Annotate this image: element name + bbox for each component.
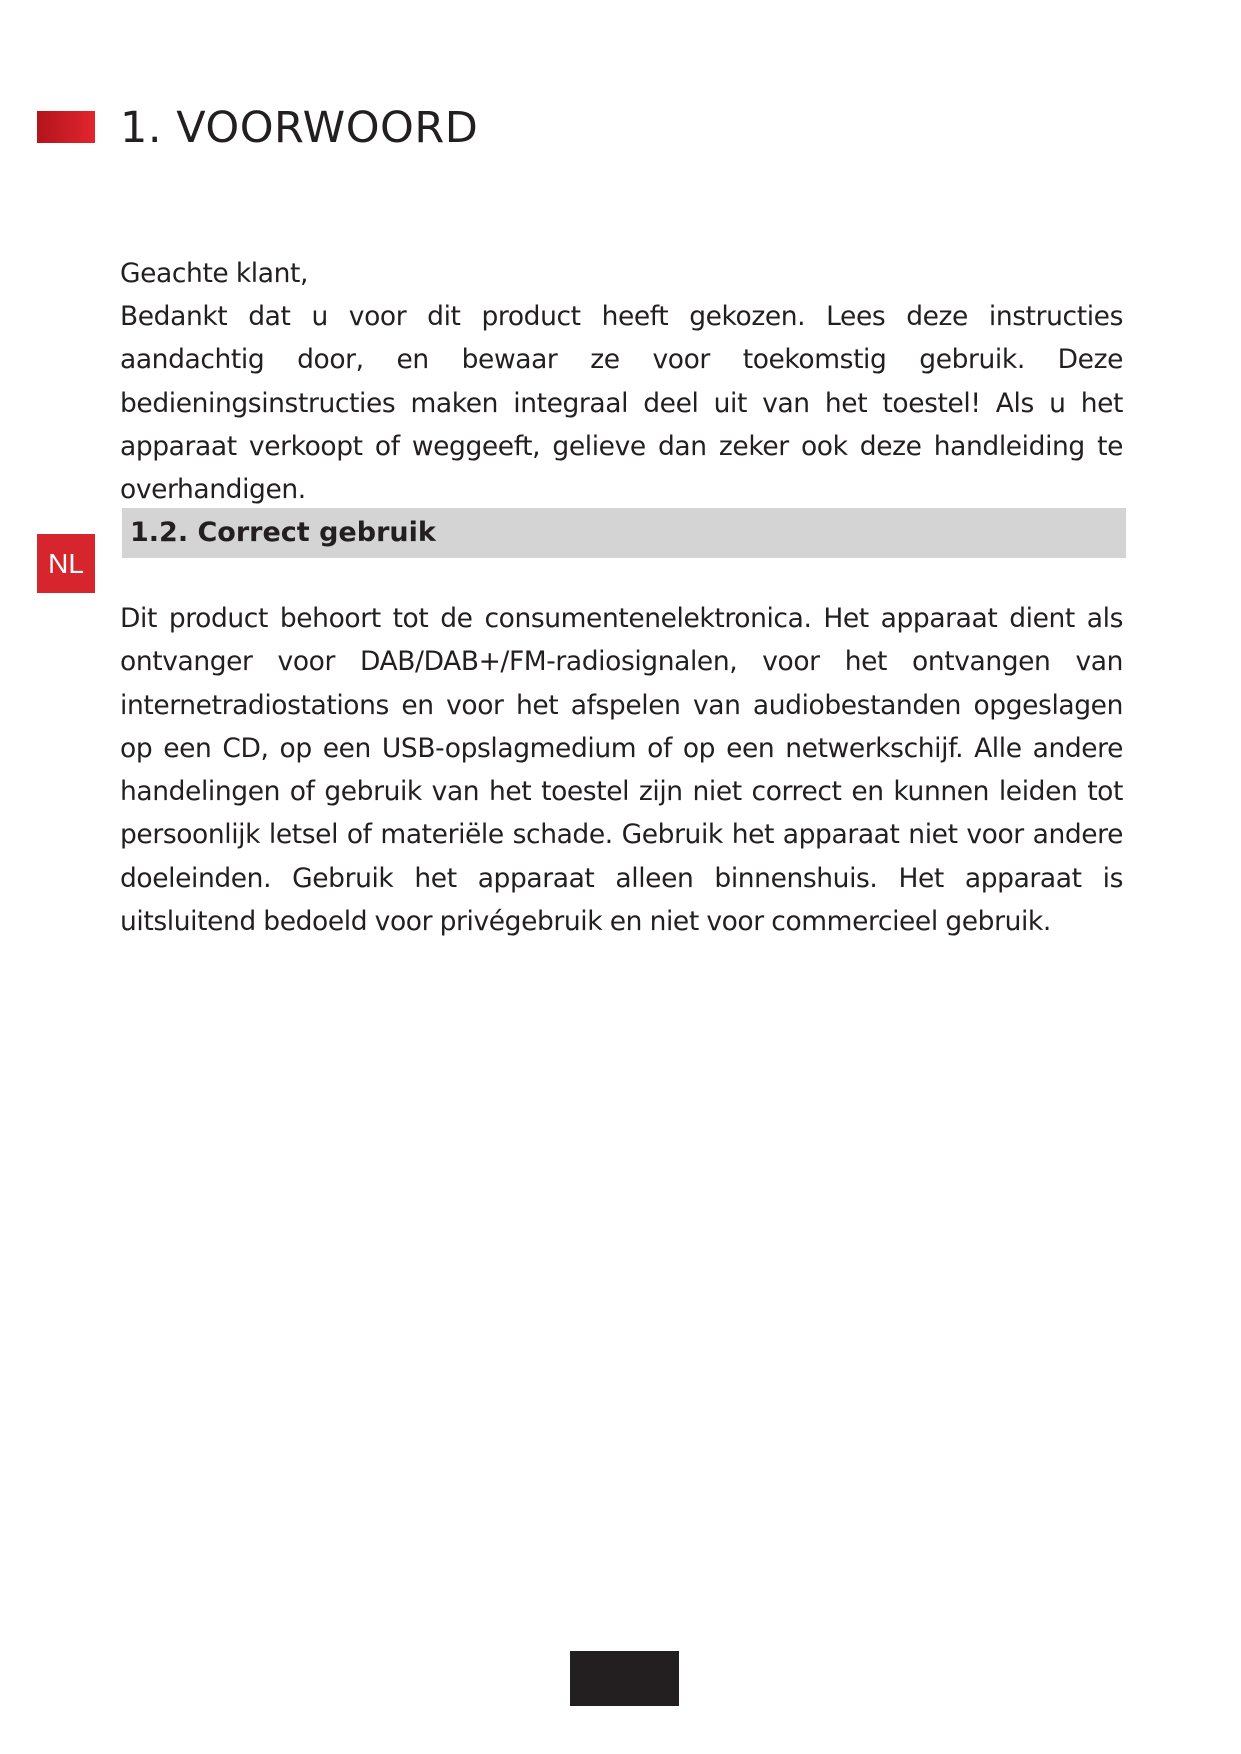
usage-paragraph: Dit product behoort tot de consumentenelektronica. Het apparaat dient als ontvanger voor DAB/DAB+/FM-radiosignalen, voor het ontvangen van internetradiostations en voor het afspelen van audiobestanden opgeslagen op een CD, op een USB-opslagmedium of op een netwerkschijf. Alle andere handelingen of gebruik van het toestel zijn niet correct en kunnen leiden tot persoonlijk letsel of materiële schade. Gebruik het apparaat niet voor andere doeleinden. Gebruik het apparaat alleen binnenshuis. Het apparaat is uitsluitend bedoeld voor privégebruik en niet voor commercieel gebruik.	[120, 603, 1123, 938]
intro-paragraph: Bedankt dat u voor dit product heeft gekozen. Lees deze instructies aandachtig door, en bewaar ze voor toekomstig gebruik. Deze bedieningsinstructies maken integraal deel uit van het toestel! Als u het apparaat verkoopt of weggeeft, gelieve dan zeker ook deze handleiding te overhandigen.	[120, 301, 1123, 506]
page-number-box	[570, 1651, 679, 1706]
greeting: Geachte klant,	[120, 258, 309, 289]
page-title: 1. VOORWOORD	[120, 103, 479, 153]
language-tab: NL	[37, 534, 95, 593]
section-title: 1.2. Correct gebruik	[130, 517, 436, 548]
title-marker	[37, 111, 95, 143]
